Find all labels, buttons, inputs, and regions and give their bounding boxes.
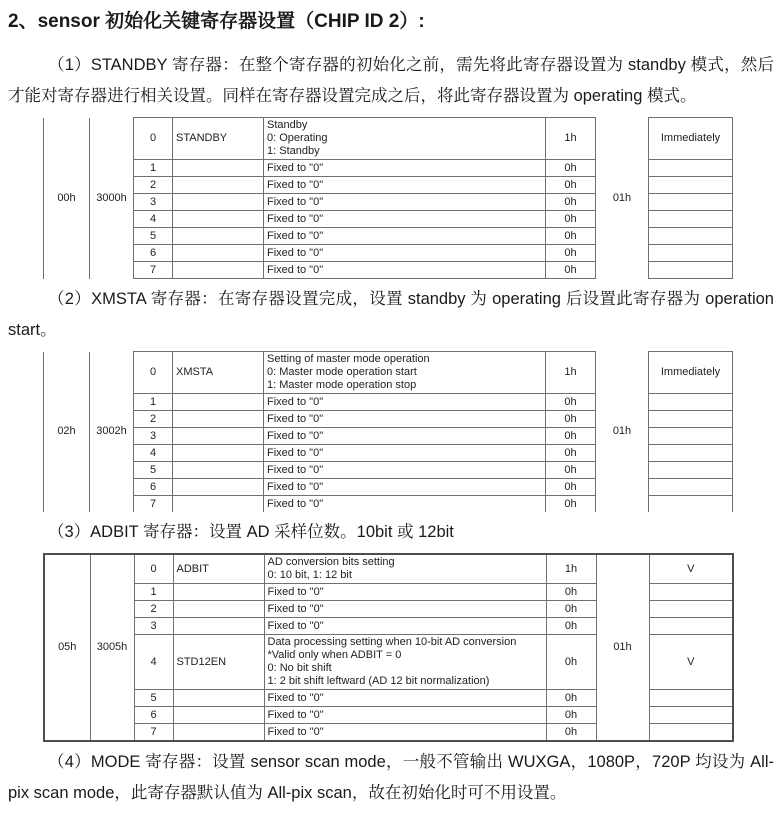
reg-cell: 3005h [90, 554, 134, 741]
bit-cell: 6 [134, 707, 173, 724]
val-cell: 0h [546, 211, 596, 228]
bit-cell: 7 [134, 262, 173, 279]
note-cell [649, 496, 733, 513]
val-cell: 0h [546, 479, 596, 496]
reg-cell: 3002h [90, 352, 134, 513]
note-cell [649, 411, 733, 428]
desc-cell: Fixed to "0" [264, 228, 546, 245]
bit-cell: 3 [134, 618, 173, 635]
val-cell: 0h [546, 635, 596, 690]
val-cell: 0h [546, 690, 596, 707]
val-cell: 0h [546, 584, 596, 601]
paragraph-mode: （4）MODE 寄存器：设置 sensor scan mode，一般不管输出 WUXGA，1080P，720P 均设为 All-pix scan mode，此寄存器默认值为 All-pix scan，故在初始化时可不用设置。 [8, 753, 774, 802]
bit-cell: 4 [134, 635, 173, 690]
name-cell [173, 724, 264, 742]
name-cell [173, 707, 264, 724]
bit-cell: 1 [134, 584, 173, 601]
register-bit-row [44, 352, 733, 394]
note-cell [649, 584, 733, 601]
note-cell [649, 707, 733, 724]
note-cell [649, 262, 733, 279]
note-cell [649, 211, 733, 228]
name-cell [173, 690, 264, 707]
name-cell [173, 601, 264, 618]
val-cell: 0h [546, 411, 596, 428]
name-cell [173, 245, 264, 262]
desc-cell: Fixed to "0" [264, 211, 546, 228]
desc-cell: Fixed to "0" [264, 462, 546, 479]
val-cell: 0h [546, 177, 596, 194]
desc-cell: Setting of master mode operation 0: Master mode operation start 1: Master mode operation stop [264, 352, 546, 394]
register-bit-row [44, 118, 733, 160]
note-cell [649, 245, 733, 262]
desc-cell: Fixed to "0" [264, 177, 546, 194]
note-cell: V [649, 635, 733, 690]
bit-cell: 0 [134, 352, 173, 394]
val-cell: 0h [546, 707, 596, 724]
val-cell: 0h [546, 228, 596, 245]
name-cell [173, 428, 264, 445]
val-cell: 0h [546, 496, 596, 513]
note-cell [649, 724, 733, 742]
bit-cell: 4 [134, 445, 173, 462]
bit-cell: 5 [134, 690, 173, 707]
note-cell [649, 428, 733, 445]
note-cell [649, 601, 733, 618]
note-cell [649, 177, 733, 194]
val-cell: 0h [546, 618, 596, 635]
name-cell [173, 479, 264, 496]
standby-register-table [43, 117, 733, 279]
bit-cell: 7 [134, 724, 173, 742]
addr-cell: 05h [44, 554, 90, 741]
desc-cell: Fixed to "0" [264, 707, 546, 724]
note-cell [649, 618, 733, 635]
desc-cell: Fixed to "0" [264, 411, 546, 428]
desc-cell: Fixed to "0" [264, 496, 546, 513]
desc-cell: Fixed to "0" [264, 194, 546, 211]
paragraph-standby: （1）STANDBY 寄存器：在整个寄存器的初始化之前，需先将此寄存器设置为 standby 模式，然后才能对寄存器进行相关设置。同样在寄存器设置完成之后，将此寄存器设置为 operating 模式。 [8, 56, 774, 105]
desc-cell: Data processing setting when 10-bit AD conversion *Valid only when ADBIT = 0 0: No bit shift 1: 2 bit shift leftward (AD 12 bit normalization) [264, 635, 546, 690]
val-cell: 0h [546, 428, 596, 445]
val-cell: 0h [546, 194, 596, 211]
name-cell [173, 445, 264, 462]
name-cell [173, 411, 264, 428]
bit-cell: 3 [134, 194, 173, 211]
bit-cell: 5 [134, 228, 173, 245]
name-cell [173, 262, 264, 279]
desc-cell: Fixed to "0" [264, 445, 546, 462]
bit-cell: 1 [134, 394, 173, 411]
bit-cell: 5 [134, 462, 173, 479]
page-title: 2、sensor 初始化关键寄存器设置（CHIP ID 2）: [8, 11, 425, 32]
val-cell: 0h [546, 601, 596, 618]
val-cell: 1h [546, 352, 596, 394]
name-cell [173, 394, 264, 411]
bit-cell: 0 [134, 554, 173, 584]
bit-cell: 7 [134, 496, 173, 513]
desc-cell: Fixed to "0" [264, 160, 546, 177]
desc-cell: Fixed to "0" [264, 584, 546, 601]
name-cell [173, 194, 264, 211]
desc-cell: Fixed to "0" [264, 394, 546, 411]
desc-cell: Standby 0: Operating 1: Standby [264, 118, 546, 160]
note-cell [649, 462, 733, 479]
bit-cell: 3 [134, 428, 173, 445]
bit-cell: 2 [134, 411, 173, 428]
name-cell: ADBIT [173, 554, 264, 584]
desc-cell: Fixed to "0" [264, 601, 546, 618]
register-bit-row [44, 554, 733, 584]
note-cell [649, 394, 733, 411]
val-cell: 1h [546, 118, 596, 160]
name-cell [173, 211, 264, 228]
desc-cell: Fixed to "0" [264, 618, 546, 635]
name-cell: XMSTA [173, 352, 264, 394]
note-cell [649, 160, 733, 177]
name-cell [173, 462, 264, 479]
bit-cell: 1 [134, 160, 173, 177]
name-cell [173, 584, 264, 601]
paragraph-xmsta: （2）XMSTA 寄存器：在寄存器设置完成，设置 standby 为 operating 后设置此寄存器为 operation start。 [8, 290, 774, 339]
note-cell [649, 690, 733, 707]
adbit-register-table [43, 553, 734, 742]
desc-cell: Fixed to "0" [264, 724, 546, 742]
chip-cell: 01h [596, 352, 649, 513]
name-cell [173, 160, 264, 177]
name-cell [173, 177, 264, 194]
bit-cell: 6 [134, 479, 173, 496]
desc-cell: AD conversion bits setting 0: 10 bit, 1: 12 bit [264, 554, 546, 584]
desc-cell: Fixed to "0" [264, 245, 546, 262]
chip-cell: 01h [596, 554, 649, 741]
val-cell: 0h [546, 245, 596, 262]
val-cell: 0h [546, 462, 596, 479]
name-cell: STD12EN [173, 635, 264, 690]
note-cell [649, 194, 733, 211]
addr-cell: 02h [44, 352, 90, 513]
desc-cell: Fixed to "0" [264, 690, 546, 707]
val-cell: 0h [546, 262, 596, 279]
name-cell [173, 228, 264, 245]
xmsta-register-table [43, 351, 733, 512]
val-cell: 0h [546, 394, 596, 411]
reg-cell: 3000h [90, 118, 134, 279]
bit-cell: 0 [134, 118, 173, 160]
bit-cell: 6 [134, 245, 173, 262]
paragraph-adbit: （3）ADBIT 寄存器：设置 AD 采样位数。10bit 或 12bit [48, 523, 454, 541]
note-cell [649, 228, 733, 245]
val-cell: 1h [546, 554, 596, 584]
note-cell: Immediately [649, 118, 733, 160]
desc-cell: Fixed to "0" [264, 262, 546, 279]
val-cell: 0h [546, 724, 596, 742]
bit-cell: 4 [134, 211, 173, 228]
val-cell: 0h [546, 160, 596, 177]
note-cell [649, 479, 733, 496]
bit-cell: 2 [134, 601, 173, 618]
name-cell: STANDBY [173, 118, 264, 160]
name-cell [173, 618, 264, 635]
addr-cell: 00h [44, 118, 90, 279]
note-cell [649, 445, 733, 462]
note-cell: Immediately [649, 352, 733, 394]
desc-cell: Fixed to "0" [264, 479, 546, 496]
name-cell [173, 496, 264, 513]
desc-cell: Fixed to "0" [264, 428, 546, 445]
bit-cell: 2 [134, 177, 173, 194]
note-cell: V [649, 554, 733, 584]
val-cell: 0h [546, 445, 596, 462]
chip-cell: 01h [596, 118, 649, 279]
